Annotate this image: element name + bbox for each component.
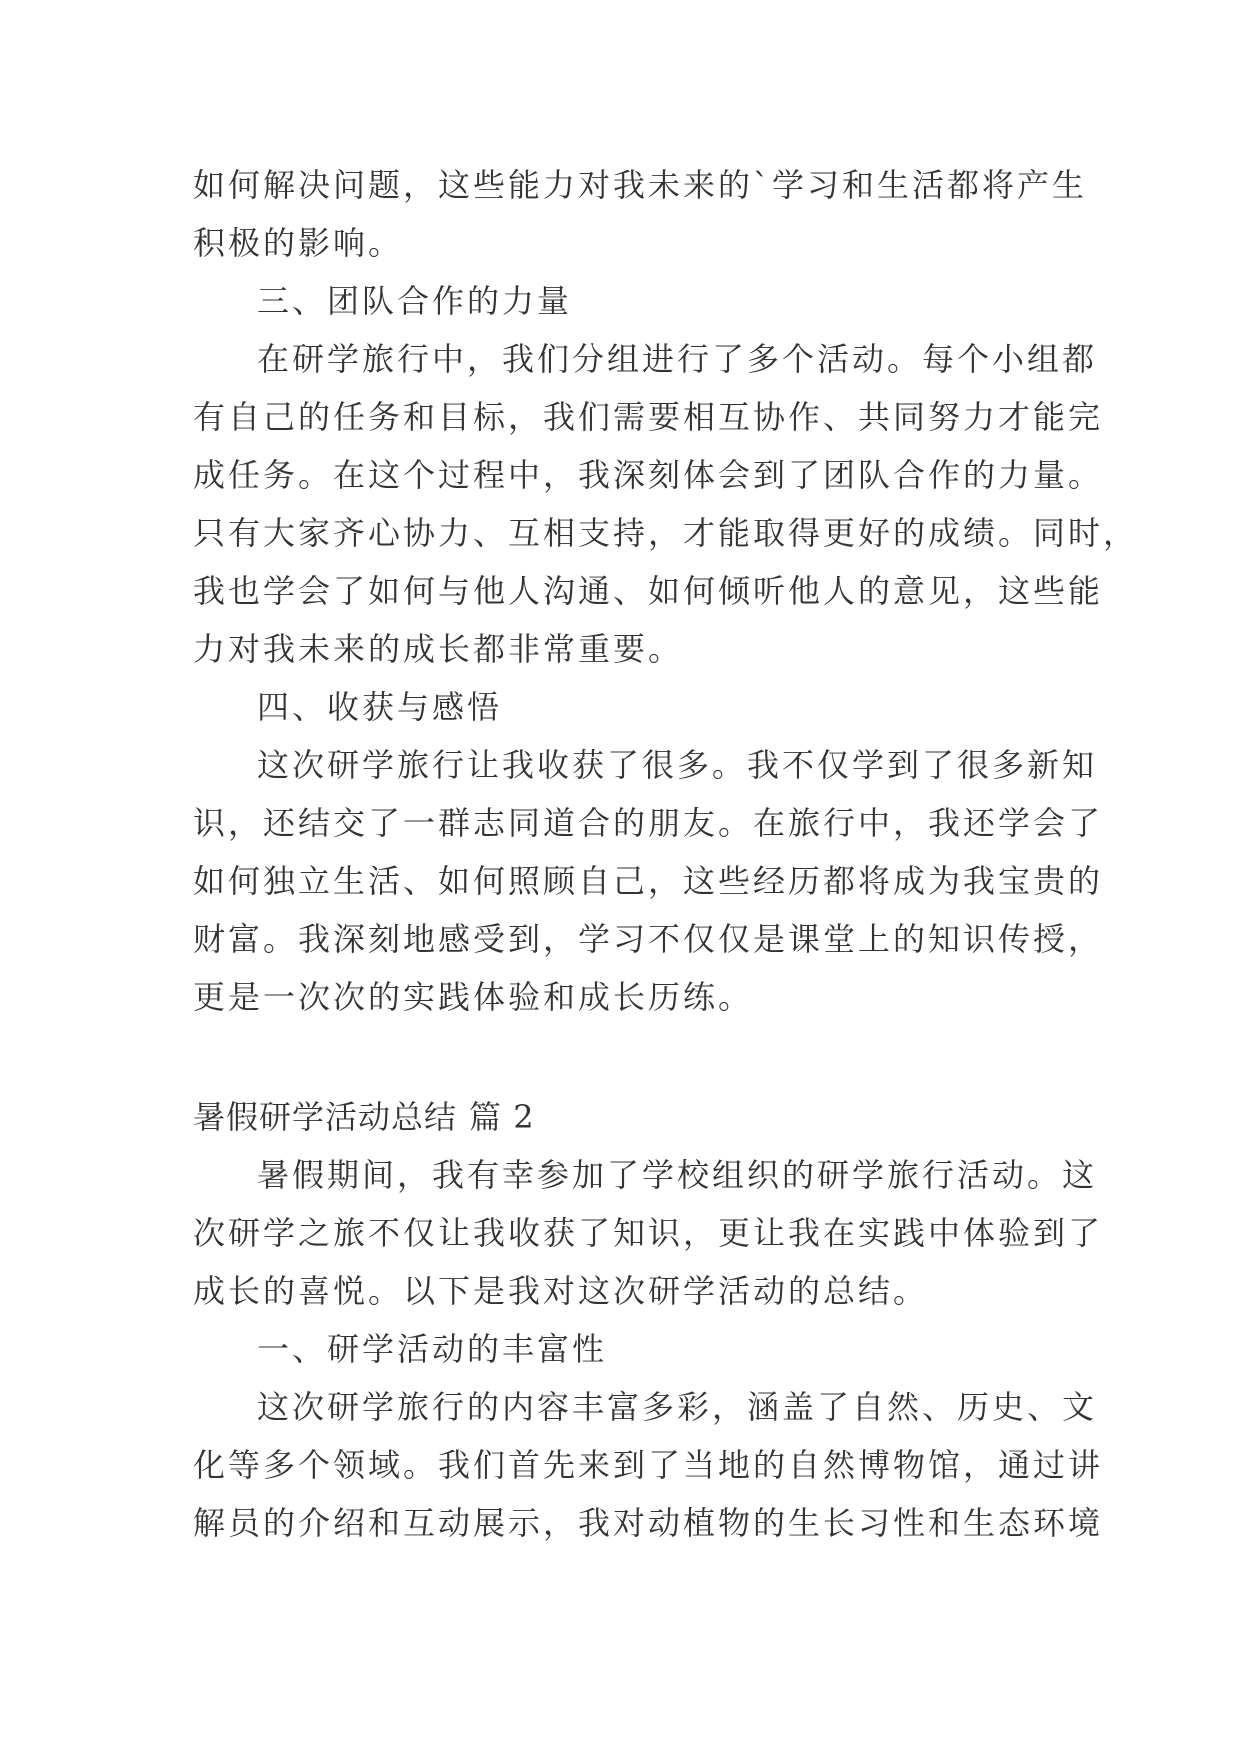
paragraph-line: 在研学旅行中，我们分组进行了多个活动。每个小组都 — [257, 340, 1098, 378]
paragraph-line: 这次研学旅行让我收获了很多。我不仅学到了很多新知 — [257, 746, 1098, 784]
article-title — [193, 1088, 1063, 1146]
section-spacer — [193, 1026, 1063, 1088]
paragraph-line: 解员的介绍和互动展示，我对动植物的生长习性和生态环境 — [193, 1504, 1104, 1542]
paragraph-line: 化等多个领域。我们首先来到了当地的自然博物馆，通过讲 — [193, 1446, 1104, 1484]
paragraph-line: 暑假期间，我有幸参加了学校组织的研学旅行活动。这 — [257, 1156, 1098, 1194]
paragraph-line: 只有大家齐心协力、互相支持，才能取得更好的成绩。同时， — [193, 514, 1139, 552]
paragraph-line: 识，还结交了一群志同道合的朋友。在旅行中，我还学会了 — [193, 804, 1104, 842]
paragraph-line: 成任务。在这个过程中，我深刻体会到了团队合作的力量。 — [193, 456, 1104, 494]
paragraph-line: 如何解决问题，这些能力对我未来的`学习和生活都将产生 — [193, 166, 1088, 204]
paragraph-line: 有自己的任务和目标，我们需要相互协作、共同努力才能完 — [193, 398, 1104, 436]
paragraph-line: 更是一次次的实践体验和成长历练。 — [193, 978, 754, 1016]
paragraph-line: 力对我未来的成长都非常重要。 — [193, 630, 684, 668]
section-heading-3: 三、团队合作的力量 — [257, 282, 573, 320]
article-title-text: 暑假研学活动总结 — [193, 1098, 458, 1136]
paragraph-line: 财富。我深刻地感受到，学习不仅仅是课堂上的知识传授， — [193, 920, 1104, 958]
section-heading-4: 四、收获与感悟 — [257, 688, 503, 726]
paragraph-line: 积极的影响。 — [193, 224, 404, 262]
article-title-number: 篇 2 — [469, 1098, 535, 1136]
paragraph-line: 次研学之旅不仅让我收获了知识，更让我在实践中体验到了 — [193, 1214, 1104, 1252]
section-heading-1: 一、研学活动的丰富性 — [257, 1330, 608, 1368]
paragraph-line: 这次研学旅行的内容丰富多彩，涵盖了自然、历史、文 — [257, 1388, 1098, 1426]
paragraph-line: 我也学会了如何与他人沟通、如何倾听他人的意见，这些能 — [193, 572, 1104, 610]
paragraph-line: 成长的喜悦。以下是我对这次研学活动的总结。 — [193, 1272, 929, 1310]
document-body — [193, 156, 1139, 1552]
paragraph-line: 如何独立生活、如何照顾自己，这些经历都将成为我宝贵的 — [193, 862, 1104, 900]
